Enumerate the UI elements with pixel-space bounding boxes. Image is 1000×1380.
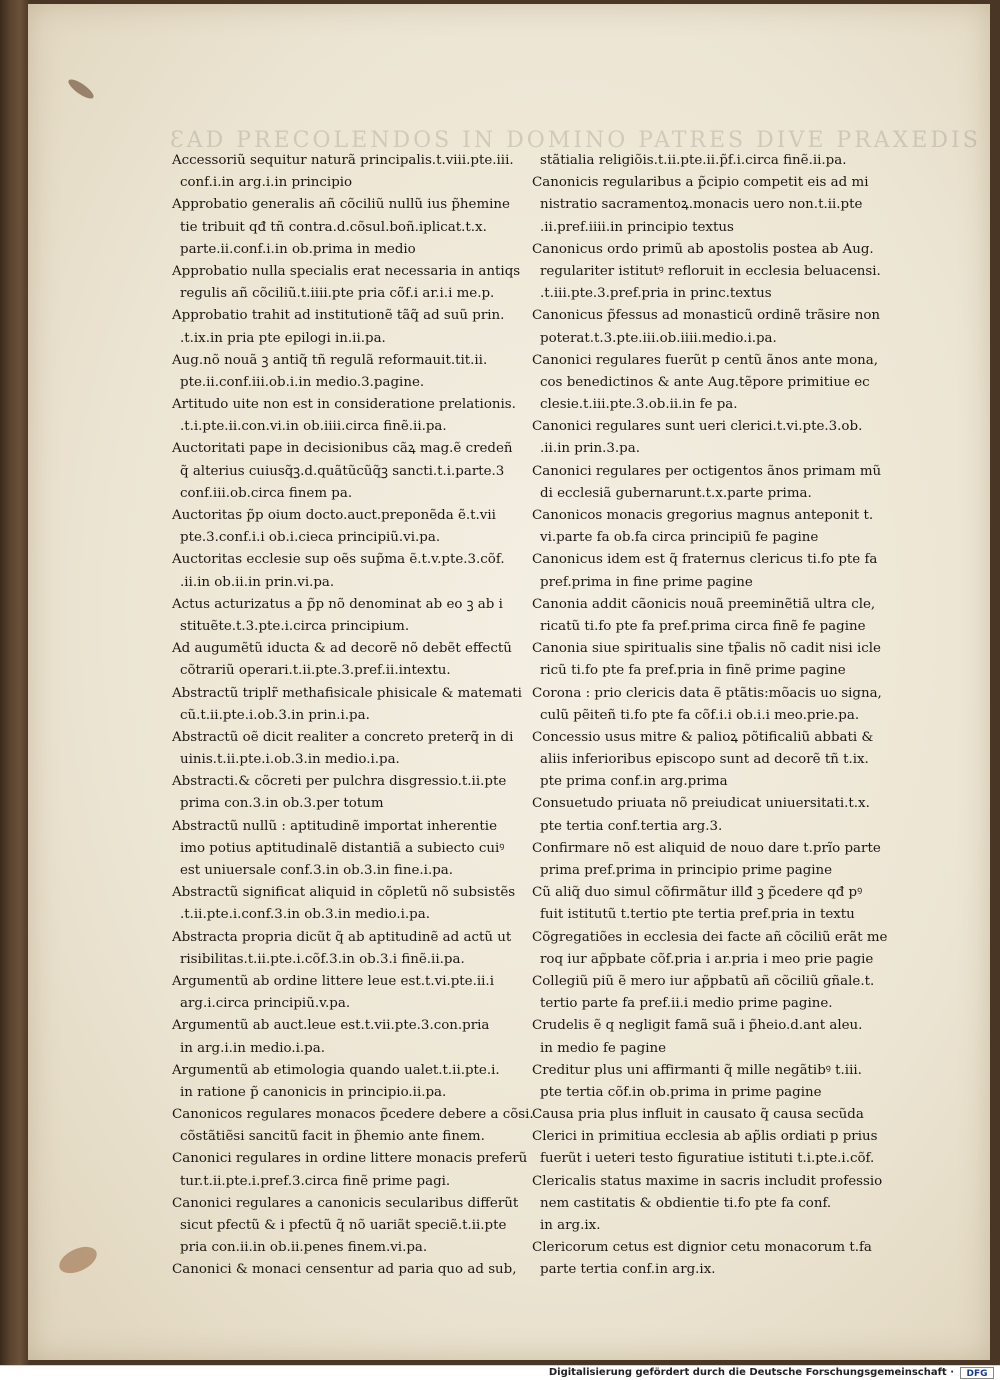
index-entry-line: Accessoriũ sequitur naturã principalis.t.viii.pte.iii. — [172, 153, 514, 168]
index-entry-line: Canonici regulares a canonicis secularibus differũt — [172, 1195, 519, 1211]
index-entry-line: cõstãtiẽsi sancitũ facit in p̃hemio ante finem. — [180, 1129, 485, 1145]
index-entry-line: .t.ii.pte.i.conf.3.in ob.3.in medio.i.pa. — [180, 907, 430, 923]
index-entry-line: Artitudo uite non est in consideratione prelationis. — [172, 397, 516, 413]
index-entry-line: .t.ix.in pria pte epilogi in.ii.pa. — [180, 330, 386, 346]
index-entry-line: Collegiũ piũ ẽ mero iur ap̃pbatũ añ cõciliũ gñale.t. — [532, 973, 875, 989]
index-entry-line: di ecclesiã gubernarunt.t.x.parte prima. — [540, 485, 812, 501]
index-entry-line: Abstractũ significat aliquid in cõpletũ nõ subsistẽs — [172, 885, 516, 901]
index-entry-line: in arg.ix. — [540, 1218, 601, 1233]
index-entry-line: Argumentũ ab etimologia quando ualet.t.ii.pte.i. — [172, 1062, 500, 1078]
digitization-footer — [0, 1365, 1000, 1380]
index-entry-line: .t.i.pte.ii.con.vi.in ob.iiii.circa finẽ.ii.pa. — [180, 419, 447, 435]
index-entry-line: prima con.3.in ob.3.per totum — [180, 796, 384, 812]
index-entry-line: Actus acturizatus a p̃p nõ denominat ab eo ꝫ ab i — [172, 596, 503, 612]
index-entry-line: fuerũt i ueteri testo figuratiue istituti t.i.pte.i.cõf. — [540, 1151, 875, 1167]
index-entry-line: Creditur plus uni affirmanti q̃ mille negãtibꝰ t.iii. — [532, 1062, 862, 1078]
index-entry-line: Clericorum cetus est dignior cetu monacorum t.fa — [532, 1240, 872, 1256]
index-entry-line: Auctoritas ecclesie sup oẽs sup̃ma ẽ.t.v.pte.3.cõf. — [172, 552, 505, 568]
footer-credit: Digitalisierung gefördert durch die Deutsche Forschungsgemeinschaft · — [548, 1367, 954, 1378]
index-entry-line: nem castitatis & obdientie ti.fo pte fa conf. — [540, 1195, 832, 1211]
index-entry-line: Canonicis regularibus a p̃cipio competit eis ad mi — [532, 175, 869, 191]
ink-stain — [55, 1242, 101, 1279]
index-entry-line: vi.parte fa ob.fa circa principiũ fe pagine — [540, 530, 819, 546]
index-entry-line: est uniuersale conf.3.in ob.3.in fine.i.pa. — [180, 863, 454, 878]
index-entry-line: Abstractũ oẽ dicit realiter a concreto preterq̃ in di — [172, 729, 514, 745]
index-entry-line: Crudelis ẽ q negligit famã suã i p̃heio.d.ant aleu. — [532, 1018, 863, 1034]
index-entry-line: Canonicos regulares monacos p̃cedere debere a cõsi. — [172, 1107, 534, 1123]
index-entry-line: stãtialia religiõis.t.ii.pte.ii.p̃f.i.circa finẽ.ii.pa. — [540, 153, 847, 168]
index-entry-line: Corona : prio clericis data ẽ ptãtis:mõacis uo signa, — [532, 685, 882, 701]
index-entry-line: cos benedictinos & ante Aug.tẽpore primitiue ec — [540, 374, 870, 390]
index-entry-line: .ii.pref.iiii.in principio textus — [540, 219, 734, 235]
index-entry-line: Ad augumẽtũ iducta & ad decorẽ nõ debẽt effectũ — [172, 641, 512, 657]
index-entry-line: Abstractũ triplr̃ methafisicale phisicale & matemati — [172, 685, 522, 701]
index-entry-line: tertio parte fa pref.ii.i medio prime pagine. — [540, 996, 833, 1012]
index-entry-line: Abstracti.& cõcreti per pulchra disgressio.t.ii.pte — [172, 774, 507, 790]
index-entry-line: .ii.in prin.3.pa. — [540, 441, 640, 457]
index-entry-line: regulariter istitutꝰ refloruit in ecclesia beluacensi. — [540, 263, 881, 279]
index-entry-line: Canonici regulares fuerũt p centũ ãnos ante mona, — [532, 352, 878, 368]
index-entry-line: Concessio usus mitre & palioꝝ põtificaliũ abbati & — [532, 729, 874, 745]
index-entry-line: Abstracta propria dicũt q̃ ab aptitudinẽ ad actũ ut — [172, 929, 512, 945]
index-entry-line: pte.ii.conf.iii.ob.i.in medio.3.pagine. — [180, 374, 425, 390]
index-entry-line: Canonici regulares per octigentos ãnos primam mũ — [532, 463, 882, 479]
index-entry-line: Canonia siue spiritualis sine tp̃alis nõ cadit nisi icle — [532, 641, 881, 657]
index-column-left — [172, 150, 534, 1282]
index-entry-line: Canonia addit cãonicis nouã preeminẽtiã ultra cle, — [532, 596, 876, 612]
index-entry-line: clesie.t.iii.pte.3.ob.ii.in fe pa. — [540, 397, 738, 413]
index-entry-line: cõtrariũ operari.t.ii.pte.3.pref.ii.intextu. — [180, 663, 451, 679]
index-entry-line: cũ.t.ii.pte.i.ob.3.in prin.i.pa. — [180, 707, 370, 723]
index-entry-line: prima pref.prima in principio prime pagine — [540, 863, 833, 878]
index-entry-line: Argumentũ ab ordine littere leue est.t.vi.pte.ii.i — [172, 973, 494, 989]
index-entry-line: Causa pria plus influit in causato q̃ causa secũda — [532, 1107, 864, 1123]
index-entry-line: Approbatio nulla specialis erat necessaria in antiqs — [172, 263, 521, 279]
index-entry-line: Canonicus p̃fessus ad monasticũ ordinẽ trãsire non — [532, 308, 881, 324]
index-entry-line: pref.prima in fine prime pagine — [540, 574, 753, 590]
index-entry-line: Clerici in primitiua ecclesia ab ap̃lis ordiati p prius — [532, 1129, 878, 1145]
index-entry-line: Clericalis status maxime in sacris includit professio — [532, 1173, 883, 1189]
index-entry-line: Canonici & monaci censentur ad paria quo ad sub, — [172, 1262, 517, 1278]
index-entry-line: culũ pẽiteñ ti.fo pte fa cõf.i.i ob.i.i meo.prie.pa. — [540, 707, 860, 723]
index-entry-line: .ii.in ob.ii.in prin.vi.pa. — [180, 574, 335, 590]
index-entry-line: fuit istitutũ t.tertio pte tertia pref.pria in textu — [540, 907, 855, 923]
index-entry-line: Approbatio generalis añ cõciliũ nullũ ius p̃hemine — [172, 197, 510, 213]
index-entry-line: uinis.t.ii.pte.i.ob.3.in medio.i.pa. — [180, 752, 400, 768]
index-entry-line: stituẽte.t.3.pte.i.circa principium. — [180, 618, 410, 634]
index-entry-line: risibilitas.t.ii.pte.i.cõf.3.in ob.3.i finẽ.ii.pa. — [180, 951, 465, 967]
index-entry-line: in arg.i.in medio.i.pa. — [180, 1040, 325, 1056]
index-entry-line: conf.iii.ob.circa finem pa. — [180, 485, 353, 501]
index-entry-line: Canonici regulares sunt ueri clerici.t.vi.pte.3.ob. — [532, 419, 863, 435]
index-entry-line: q̃ alterius cuiusq̃ꝫ.d.quãtũcũq̃ꝫ sancti.t.i.parte.3 — [180, 463, 505, 479]
index-entry-line: pte tertia cõf.in ob.prima in prime pagine — [540, 1084, 822, 1100]
index-entry-line: parte.ii.conf.i.in ob.prima in medio — [180, 241, 416, 257]
index-column-right — [532, 150, 888, 1282]
index-entry-line: Aug.nõ nouã ꝫ antiq̃ tñ regulã reformauit.tit.ii. — [172, 352, 488, 368]
index-entry-line: regulis añ cõciliũ.t.iiii.pte pria cõf.i ar.i.i me.p. — [180, 286, 495, 302]
index-entry-line: Auctoritati pape in decisionibus cãꝝ mag.ẽ credeñ — [172, 441, 513, 457]
index-entry-line: sicut pfectũ & i pfectũ q̃ nõ uariãt speciẽ.t.ii.pte — [180, 1218, 507, 1233]
index-entry-line: Cũ aliq̃ duo simul cõfirmãtur illđ ꝫ p̃cedere qđ pꝰ — [532, 885, 863, 901]
ink-stain — [66, 76, 96, 101]
index-entry-line: .t.iii.pte.3.pref.pria in princ.textus — [540, 286, 772, 302]
index-entry-line: conf.i.in arg.i.in principio — [180, 175, 353, 191]
index-entry-line: Argumentũ ab auct.leue est.t.vii.pte.3.con.pria — [172, 1018, 490, 1034]
index-entry-line: pte tertia conf.tertia arg.3. — [540, 818, 723, 834]
index-entry-line: tie tribuit qđ tñ contra.d.cõsul.boñ.iplicat.t.x. — [180, 219, 487, 235]
show-through-heading: ƐAD PRECOLENDOS IN DOMINO PATRES DIVE PRAXEDIS — [170, 128, 981, 153]
index-entry-line: in ratione p̃ canonicis in principio.ii.pa. — [180, 1084, 447, 1100]
index-entry-line: tur.t.ii.pte.i.pref.3.circa finẽ prime pagi. — [180, 1173, 451, 1189]
index-entry-line: Auctoritas p̃p oium docto.auct.preponẽda ẽ.t.vii — [172, 508, 496, 523]
index-entry-line: arg.i.circa principiũ.v.pa. — [180, 996, 351, 1012]
dfg-logo: DFG — [960, 1367, 994, 1379]
index-entry-line: pte.3.conf.i.i ob.i.cieca principiũ.vi.pa. — [180, 530, 441, 546]
index-entry-line: roq iur ap̃pbate cõf.pria i ar.pria i meo prie pagie — [540, 951, 874, 967]
index-entry-line: pria con.ii.in ob.ii.penes finem.vi.pa. — [180, 1240, 428, 1256]
index-entry-line: Canonicos monacis gregorius magnus anteponit t. — [532, 508, 874, 523]
index-entry-line: Canonicus ordo primũ ab apostolis postea ab Aug. — [532, 241, 874, 257]
index-entry-line: ricatũ ti.fo pte fa pref.prima circa finẽ fe pagine — [540, 618, 866, 634]
index-entry-line: nistratio sacramentoꝝ.monacis uero non.t.ii.pte — [540, 197, 863, 213]
index-entry-line: Canonicus idem est q̃ fraternus clericus ti.fo pte fa — [532, 552, 878, 568]
index-entry-line: Cõgregatiões in ecclesia dei facte añ cõciliũ erãt me — [532, 929, 888, 945]
index-entry-line: pte prima conf.in arg.prima — [540, 774, 728, 790]
index-entry-line: in medio fe pagine — [540, 1040, 667, 1056]
index-entry-line: Canonici regulares in ordine littere monacis preferũ — [172, 1151, 528, 1167]
index-entry-line: Approbatio trahit ad institutionẽ tãq̃ ad suũ prin. — [172, 308, 505, 324]
index-entry-line: aliis inferioribus episcopo sunt ad decorẽ tñ t.ix. — [540, 752, 869, 768]
index-entry-line: parte tertia conf.in arg.ix. — [540, 1262, 716, 1278]
index-entry-line: ricũ ti.fo pte fa pref.pria in finẽ prime pagine — [540, 663, 846, 679]
index-entry-line: Abstractũ nullũ : aptitudinẽ importat inherentie — [172, 818, 497, 834]
index-entry-line: imo potius aptitudinalẽ distantiã a subiecto cuiꝰ — [180, 840, 505, 856]
index-entry-line: Confirmare nõ est aliquid de nouo dare t.prĩo parte — [532, 840, 881, 856]
index-entry-line: poterat.t.3.pte.iii.ob.iiii.medio.i.pa. — [540, 330, 777, 346]
index-entry-line: Consuetudo priuata nõ preiudicat uniuersitati.t.x. — [532, 796, 870, 812]
